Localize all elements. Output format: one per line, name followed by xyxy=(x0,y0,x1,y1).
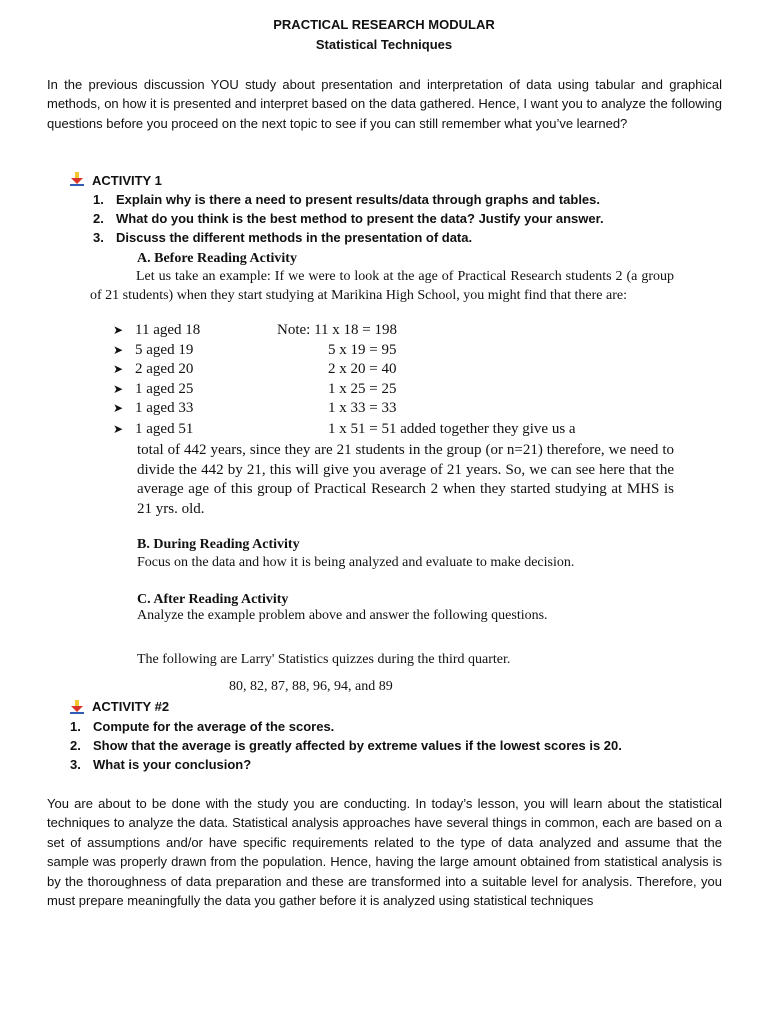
age-item: ➤ 1 aged 25 xyxy=(113,381,194,397)
before-reading-conclusion: total of 442 years, since they are 21 students in the group (or n=21) therefore, we need to divide the 442 by 21, this will give you average of 21 years. So, we can see here that the average age of this group of Practical Research 2 when they started studying at MHS is 21 yrs. old. xyxy=(137,442,674,517)
age-calc: 5 x 19 = 95 xyxy=(328,342,397,358)
activity-1-question-3: 3. Discuss the different methods in the presentation of data. xyxy=(93,230,473,245)
during-reading-text: Focus on the data and how it is being analyzed and evaluate to make decision. xyxy=(137,555,575,570)
age-item: ➤ 1 aged 51 xyxy=(113,421,194,437)
before-reading-intro: Let us take an example: If we were to look at the age of Practical Research students 2 (a group of 21 students) when they start studying at Marikina High School, you might find that there are: xyxy=(90,269,674,303)
arrow-right-icon: ➤ xyxy=(113,323,124,337)
activity-1-question-1: 1. Explain why is there a need to present results/data through graphs and tables. xyxy=(93,192,600,207)
age-calc: 1 x 25 = 25 xyxy=(328,381,397,397)
before-reading-heading: A. Before Reading Activity xyxy=(137,251,297,266)
arrow-right-icon: ➤ xyxy=(113,362,124,376)
activity-1-question-2: 2. What do you think is the best method to present the data? Justify your answer. xyxy=(93,211,604,226)
intro-paragraph: In the previous discussion YOU study about presentation and interpretation of data using tabular and graphical methods, on how it is presented and interpret based on the data gathered. Hence, I want you to analyze the following questions before you proceed on the next topic to see if you can still remember what you’ve learned? xyxy=(47,77,722,131)
activity-1-heading: ACTIVITY 1 xyxy=(92,173,162,188)
activity-2-question-3: 3. What is your conclusion? xyxy=(70,757,252,772)
arrow-right-icon: ➤ xyxy=(113,422,124,436)
age-calc: 1 x 51 = 51 added together they give us a xyxy=(328,421,576,437)
page-subtitle: Statistical Techniques xyxy=(315,37,453,52)
larry-scores: 80, 82, 87, 88, 96, 94, and 89 xyxy=(229,679,393,694)
age-calc: Note: 11 x 18 = 198 xyxy=(277,322,397,338)
arrow-down-bullet-icon xyxy=(69,172,85,186)
arrow-right-icon: ➤ xyxy=(113,401,124,415)
activity-2-question-1: 1. Compute for the average of the scores. xyxy=(70,719,335,734)
page-title: PRACTICAL RESEARCH MODULAR xyxy=(273,17,495,32)
age-item: ➤ 1 aged 33 xyxy=(113,400,194,416)
during-reading-heading: B. During Reading Activity xyxy=(137,537,300,552)
arrow-right-icon: ➤ xyxy=(113,343,124,357)
age-calc: 1 x 33 = 33 xyxy=(328,400,397,416)
arrow-right-icon: ➤ xyxy=(113,382,124,396)
after-reading-text: Analyze the example problem above and answer the following questions. xyxy=(137,608,548,623)
closing-paragraph: You are about to be done with the study you are conducting. In today’s lesson, you will learn about the statistical techniques to analyze the data. Statistical analysis approaches have several things in common, each are based on a set of assumptions and/or have specific requirements related to the type of data analyzed and assume that the sample was properly drawn from the population. Hence, having the large amount obtained from statistical analysis is by the thoroughness of data preparation and these are transformed into a suitable level for analysis. Therefore, you must prepare meaningfully the data you gather before it is analyzed using statistical techniques xyxy=(47,796,722,909)
age-item: ➤ 11 aged 18 xyxy=(113,322,201,338)
age-item: ➤ 2 aged 20 xyxy=(113,361,194,377)
after-reading-heading: C. After Reading Activity xyxy=(137,592,289,607)
age-item: ➤ 5 aged 19 xyxy=(113,342,194,358)
age-calc: 2 x 20 = 40 xyxy=(328,361,397,377)
larry-quizzes-text: The following are Larry' Statistics quizzes during the third quarter. xyxy=(137,652,511,667)
activity-2-heading: ACTIVITY #2 xyxy=(92,699,170,714)
arrow-down-bullet-icon xyxy=(69,700,85,714)
activity-2-question-2: 2. Show that the average is greatly affected by extreme values if the lowest scores is 20. xyxy=(70,738,622,753)
